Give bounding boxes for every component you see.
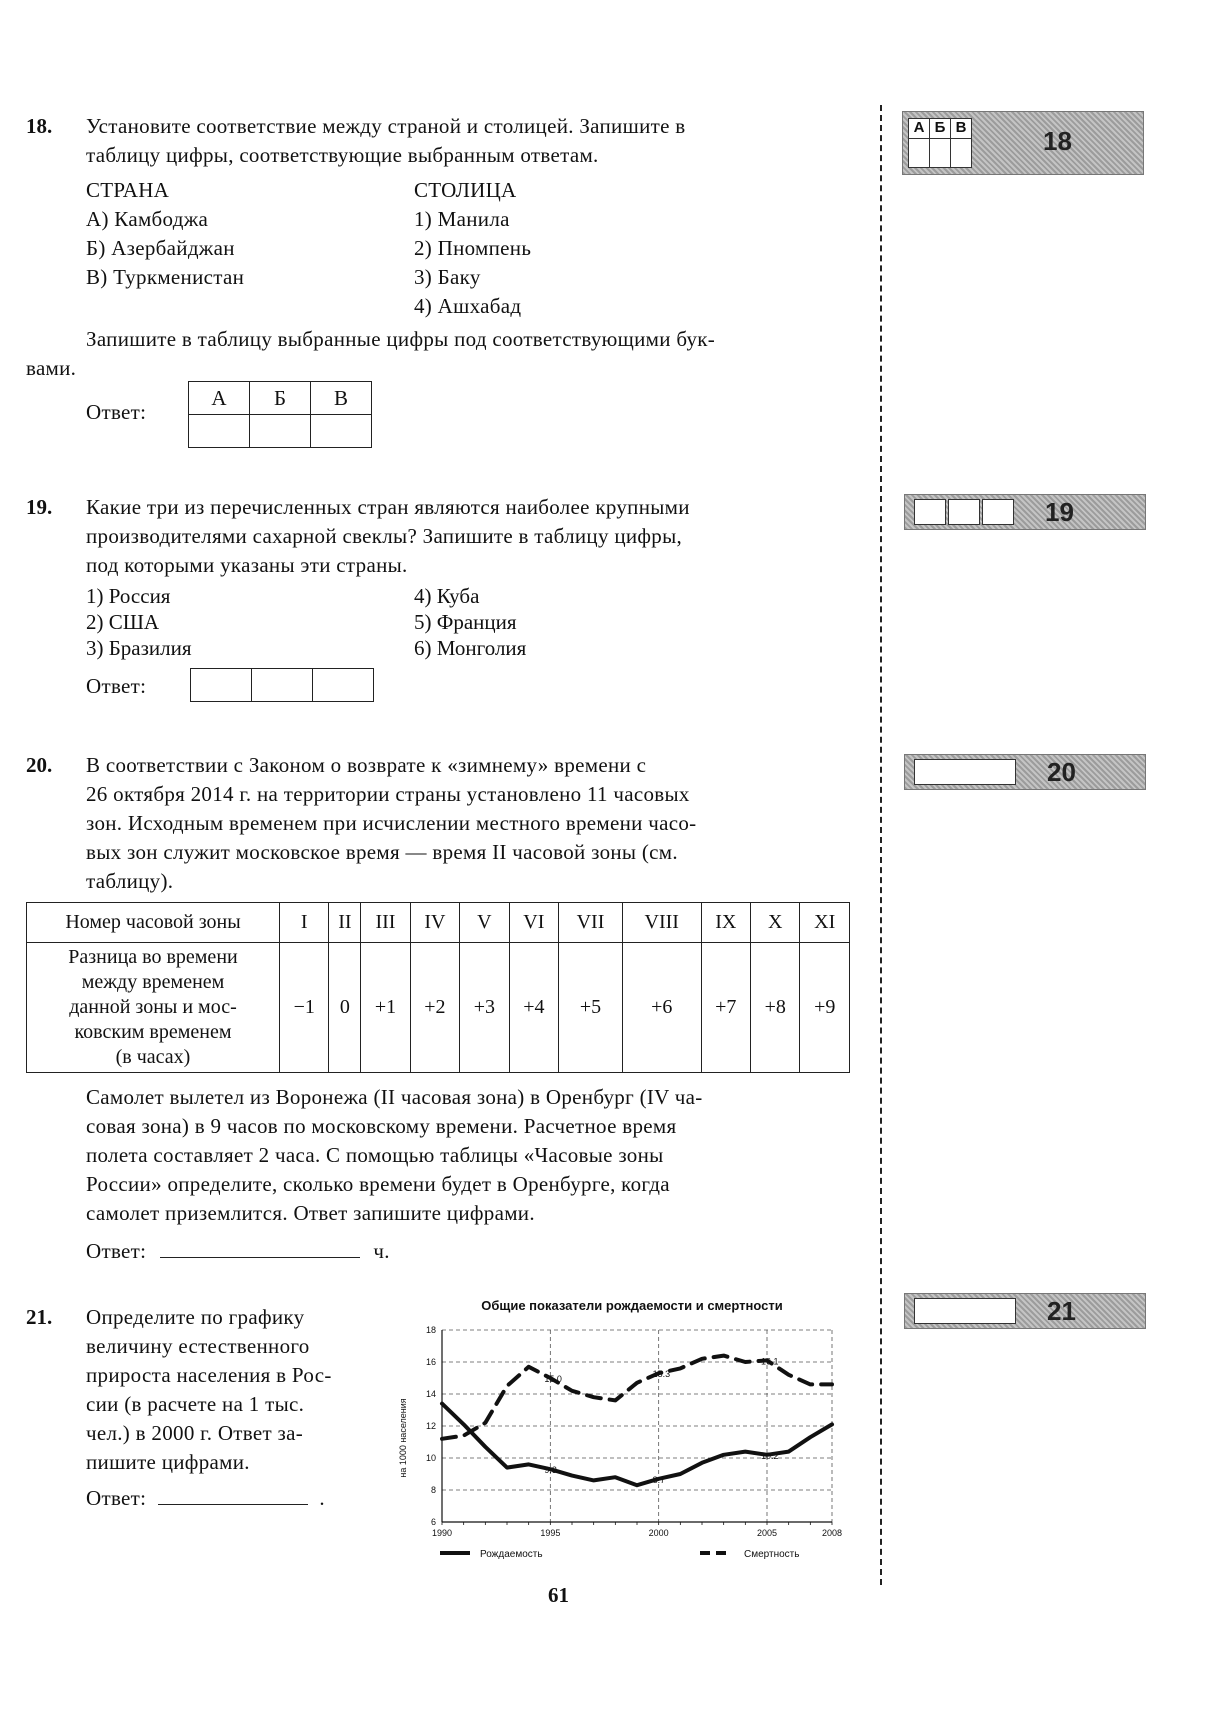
tz-zone: IX xyxy=(701,903,750,943)
q20-intro xyxy=(86,751,856,896)
chart-ylabel: на 1000 населения xyxy=(398,1398,408,1478)
q18-capital: 1) Манила xyxy=(414,207,510,231)
q20-number: 20. xyxy=(26,753,53,777)
q18-answer-label: Ответ: xyxy=(86,400,147,424)
q20-task-line: полета составляет 2 часа. С помощью таблицы «Часовые зоны xyxy=(86,1143,664,1167)
q20-answer-line[interactable] xyxy=(160,1235,360,1258)
chart-y-tick-label: 14 xyxy=(425,1389,436,1399)
tz-diff: +5 xyxy=(559,943,623,1073)
q19-score-cell xyxy=(948,499,980,525)
q21-answer-suffix: . xyxy=(319,1486,325,1510)
q18-answer-table xyxy=(188,381,372,448)
tz-diff: +8 xyxy=(751,943,800,1073)
margin-cut-line xyxy=(880,105,882,1585)
q19-option: 5) Франция xyxy=(414,610,517,634)
q18-col1-header: СТРАНА xyxy=(86,178,170,202)
q18-countries xyxy=(86,176,386,292)
q18-prompt-line: Установите соответствие между страной и столицей. Запишите в xyxy=(86,114,686,138)
q21-prompt-line: прироста населения в Рос- xyxy=(86,1363,332,1387)
q18-answer-cell[interactable] xyxy=(250,415,311,448)
q20-score-label: 20 xyxy=(1047,757,1076,787)
chart-data-label: 8.7 xyxy=(652,1474,666,1485)
q19-option: 2) США xyxy=(86,610,160,634)
q19-prompt-line: под которыми указаны эти страны. xyxy=(86,553,408,577)
q21-prompt-line: величину естественного xyxy=(86,1334,310,1358)
q21-answer-row xyxy=(86,1482,325,1513)
q19-answer-cell[interactable] xyxy=(191,669,252,702)
tz-row-label-line: ковским временем xyxy=(74,1021,232,1043)
tz-diff: +3 xyxy=(460,943,509,1073)
q19-score-label: 19 xyxy=(1045,497,1074,527)
tz-diff: +4 xyxy=(509,943,558,1073)
chart-x-tick-label: 2000 xyxy=(648,1528,669,1538)
chart-y-tick-label: 8 xyxy=(430,1485,436,1495)
q20-task-line: Самолет вылетел из Воронежа (II часовая зона) в Оренбург (IV ча- xyxy=(86,1085,703,1109)
q18-score-box xyxy=(902,111,1144,175)
q18-prompt-line: таблицу цифры, соответствующие выбранным ответам. xyxy=(86,143,599,167)
tz-row-label-line: (в часах) xyxy=(115,1046,191,1068)
tz-diff: +2 xyxy=(410,943,459,1073)
tz-header: Номер часовой зоны xyxy=(27,903,280,943)
chart-data-label: 16.1 xyxy=(761,1356,779,1367)
page-number: 61 xyxy=(548,1583,569,1607)
tz-row-label-line: данной зоны и мос- xyxy=(69,996,237,1018)
q18-instruction-line: Запишите в таблицу выбранные цифры под соответствующими бук- xyxy=(86,327,716,351)
q18-number: 18. xyxy=(26,114,53,138)
chart-y-tick-label: 10 xyxy=(425,1453,436,1463)
q20-intro-line: зон. Исходным временем при исчислении местного времени часо- xyxy=(86,811,697,835)
q19-prompt xyxy=(86,493,856,580)
birth-death-chart xyxy=(392,1288,852,1570)
tz-zone: XI xyxy=(800,903,850,943)
q20-intro-line: В соответствии с Законом о возврате к «зимнему» времени с xyxy=(86,753,647,777)
q18-capitals xyxy=(414,176,714,321)
q19-score-cell xyxy=(914,499,946,525)
q18-score-letter: Б xyxy=(930,119,951,139)
q19-answer-cell[interactable] xyxy=(313,669,374,702)
q19-option: 1) Россия xyxy=(86,584,171,608)
q18-letter-b: Б xyxy=(250,382,311,415)
q19-number: 19. xyxy=(26,495,53,519)
q18-prompt xyxy=(86,112,856,170)
q21-score-box xyxy=(904,1293,1146,1329)
tz-zone: X xyxy=(751,903,800,943)
q20-answer-unit: ч. xyxy=(373,1239,390,1263)
chart-x-tick-label: 1990 xyxy=(431,1528,453,1538)
q18-letter-v: В xyxy=(311,382,372,415)
tz-zone: V xyxy=(460,903,509,943)
q18-col2-header: СТОЛИЦА xyxy=(414,178,517,202)
chart-y-tick-label: 12 xyxy=(425,1421,436,1431)
tz-diff: +6 xyxy=(622,943,701,1073)
q18-country: А) Камбоджа xyxy=(86,207,209,231)
chart-title: Общие показатели рождаемости и смертности xyxy=(481,1298,783,1313)
tz-diff: +9 xyxy=(800,943,850,1073)
q20-intro-line: 26 октября 2014 г. на территории страны установлено 11 часовых xyxy=(86,782,690,806)
q19-score-cell xyxy=(982,499,1014,525)
q18-capital: 3) Баку xyxy=(414,265,481,289)
chart-x-tick-label: 2005 xyxy=(756,1528,778,1538)
q20-task-line: самолет приземлится. Ответ запишите цифрами. xyxy=(86,1201,535,1225)
q19-answer-table xyxy=(190,668,374,702)
q20-task-line: совая зона) в 9 часов по московскому времени. Расчетное время xyxy=(86,1114,677,1138)
q18-country: В) Туркменистан xyxy=(86,265,245,289)
q18-score-grid xyxy=(908,118,972,168)
q18-capital: 2) Пномпень xyxy=(414,236,532,260)
tz-row-label-line: Разница во времени xyxy=(68,946,238,968)
q18-answer-cell[interactable] xyxy=(189,415,250,448)
q21-prompt-line: Определите по графику xyxy=(86,1305,305,1329)
q18-capital: 4) Ашхабад xyxy=(414,294,522,318)
q19-options-right xyxy=(414,583,714,661)
q21-prompt-line: пишите цифрами. xyxy=(86,1450,250,1474)
tz-zone: II xyxy=(329,903,361,943)
q18-score-letter: В xyxy=(951,119,971,139)
legend-birth-label: Рождаемость xyxy=(480,1549,543,1560)
q18-instruction-line: вами. xyxy=(26,356,77,380)
q20-intro-line: таблицу). xyxy=(86,869,174,893)
q21-score-label: 21 xyxy=(1047,1296,1076,1326)
q20-task xyxy=(86,1083,856,1228)
q19-prompt-line: производителями сахарной свеклы? Запишите в таблицу цифры, xyxy=(86,524,683,548)
tz-zone: I xyxy=(280,903,329,943)
q18-score-label: 18 xyxy=(1043,126,1072,156)
q20-score-box xyxy=(904,754,1146,790)
q18-country: Б) Азербайджан xyxy=(86,236,235,260)
chart-y-tick-label: 6 xyxy=(430,1517,436,1527)
birth-rate-line xyxy=(442,1404,832,1486)
tz-zone: III xyxy=(361,903,410,943)
tz-diff: −1 xyxy=(280,943,329,1073)
q20-intro-line: вых зон служит московское время — время II часовой зоны (см. xyxy=(86,840,678,864)
q20-score-cell xyxy=(914,759,1016,785)
tz-diff: 0 xyxy=(329,943,361,1073)
q19-answer-label: Ответ: xyxy=(86,674,147,698)
chart-y-tick-label: 18 xyxy=(425,1325,436,1335)
tz-zone: VII xyxy=(559,903,623,943)
q20-answer-row xyxy=(86,1235,390,1266)
legend-death-label: Смертность xyxy=(744,1549,800,1560)
chart-data-label: 15.0 xyxy=(544,1374,562,1384)
q19-option: 6) Монголия xyxy=(414,636,527,660)
tz-row-label-line: между временем xyxy=(81,971,225,993)
tz-zone: IV xyxy=(410,903,459,943)
q20-answer-label: Ответ: xyxy=(86,1239,147,1263)
q21-answer-line[interactable] xyxy=(158,1482,308,1505)
tz-diff: +7 xyxy=(701,943,750,1073)
tz-zone: VI xyxy=(509,903,558,943)
q18-letter-a: А xyxy=(189,382,250,415)
q19-score-box xyxy=(904,494,1146,530)
tz-zone: VIII xyxy=(622,903,701,943)
chart-data-label: 10.2 xyxy=(761,1450,779,1461)
q18-instruction xyxy=(26,325,856,383)
q18-score-letter: А xyxy=(909,119,930,139)
q18-answer-cell[interactable] xyxy=(311,415,372,448)
q19-option: 3) Бразилия xyxy=(86,636,192,660)
q19-answer-cell[interactable] xyxy=(252,669,313,702)
q19-options-left xyxy=(86,583,386,661)
q20-task-line: России» определите, сколько времени будет в Оренбурге, когда xyxy=(86,1172,670,1196)
q21-prompt xyxy=(86,1303,380,1477)
chart-y-tick-label: 16 xyxy=(425,1357,436,1367)
q21-prompt-line: сии (в расчете на 1 тыс. xyxy=(86,1392,305,1416)
q21-prompt-line: чел.) в 2000 г. Ответ за- xyxy=(86,1421,304,1445)
timezone-table xyxy=(26,902,850,1073)
q21-number: 21. xyxy=(26,1305,53,1329)
q21-score-cell xyxy=(914,1298,1016,1324)
tz-row-label xyxy=(27,943,280,1073)
chart-x-tick-label: 2008 xyxy=(821,1528,843,1538)
chart-x-tick-label: 1995 xyxy=(540,1528,561,1538)
q19-prompt-line: Какие три из перечисленных стран являются наиболее крупными xyxy=(86,495,690,519)
q21-answer-label: Ответ: xyxy=(86,1486,147,1510)
q19-option: 4) Куба xyxy=(414,584,480,608)
tz-diff: +1 xyxy=(361,943,410,1073)
chart-data-label: 9.3 xyxy=(544,1465,557,1476)
chart-data-label: 15.3 xyxy=(652,1369,671,1380)
